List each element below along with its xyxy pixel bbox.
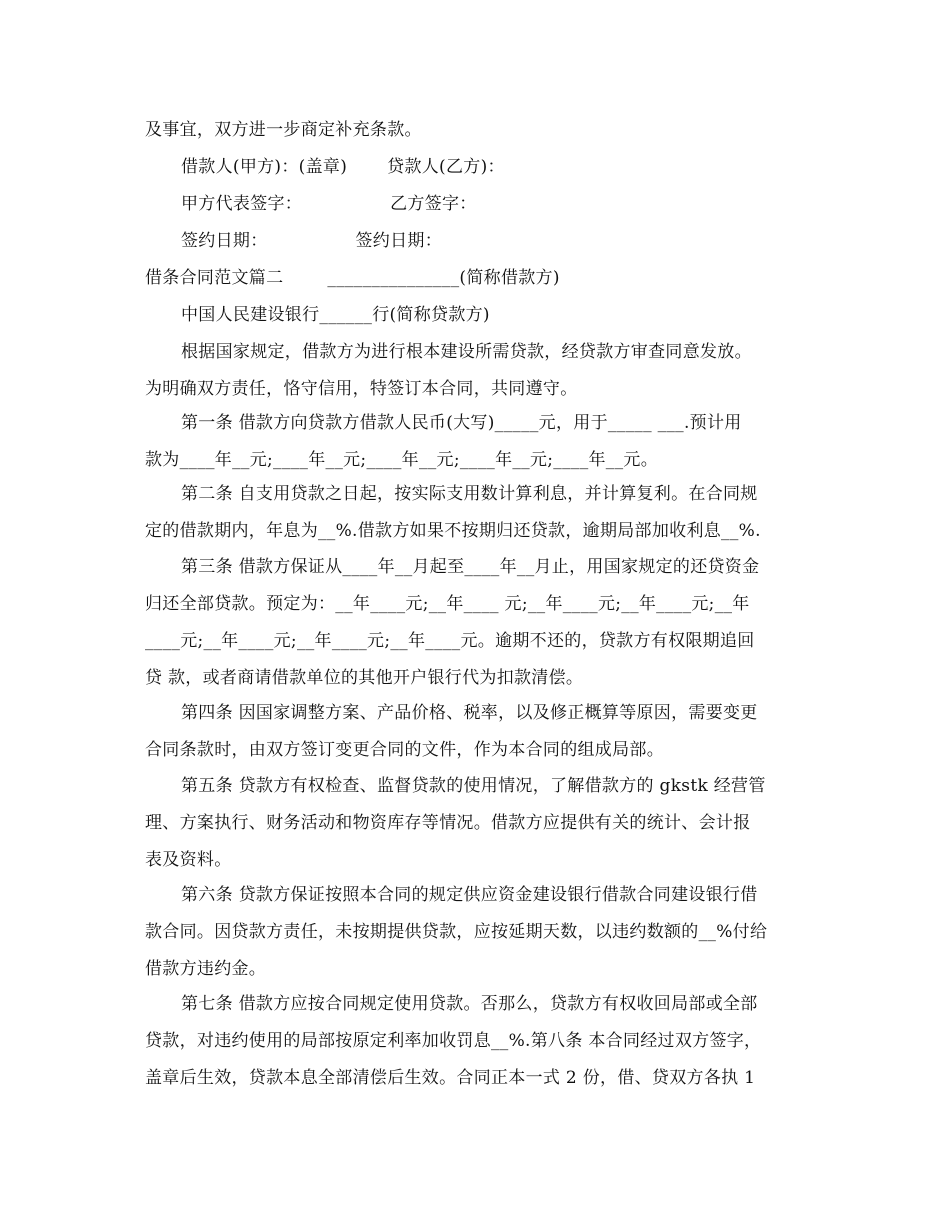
section-heading-line xyxy=(145,266,815,290)
signature-line xyxy=(181,192,851,216)
borrower-label: 借款人(甲方)：(盖章) xyxy=(181,157,348,177)
text-line: 及事宜，双方进一步商定补充条款。 xyxy=(145,120,422,140)
text-line: 第四条 因国家调整方案、产品价格、税率，以及修正概算等原因，需要变更 xyxy=(181,703,758,723)
text-line: 理、方案执行、财务活动和物资库存等情况。借款方应提供有关的统计、会计报 xyxy=(145,813,751,833)
text-line: 第二条 自支用贷款之日起，按实际支用数计算利息，并计算复利。在合同规 xyxy=(181,484,758,504)
section-title: 借条合同范文篇二 xyxy=(145,268,284,288)
text-line: 第一条 借款方向贷款方借款人民币(大写)_____元，用于_____ ___.预计用 xyxy=(181,413,742,433)
text-line: 贷款，对违约使用的局部按原定利率加收罚息__%.第八条 本合同经过双方签字， xyxy=(145,1031,762,1051)
borrower-blank: _______________(简称借款方) xyxy=(327,268,560,288)
text-line: 表及资料。 xyxy=(145,850,232,870)
party-a-signature-label: 甲方代表签字： xyxy=(181,194,303,214)
signing-date-label: 签约日期： xyxy=(181,231,268,251)
text-line: 第七条 借款方应按合同规定使用贷款。否那么，贷款方有权收回局部或全部 xyxy=(181,994,758,1014)
lender-label: 贷款人(乙方)： xyxy=(387,157,505,177)
signing-date-label: 签约日期： xyxy=(355,231,442,251)
text-line: ____元;__年____元;__年____元;__年____元。逾期不还的，贷款方有权限期追回 xyxy=(145,631,755,651)
text-line: 根据国家规定，借款方为进行根本建设所需贷款，经贷款方审查同意发放。 xyxy=(181,342,752,362)
text-line: 定的借款期内，年息为__%.借款方如果不按期归还贷款，逾期局部加收利息__%. xyxy=(145,521,761,541)
text-line: 款合同。因贷款方责任，未按期提供贷款，应按延期天数，以违约数额的__%付给 xyxy=(145,922,768,942)
text-line: 盖章后生效，贷款本息全部清偿后生效。合同正本一式 2 份，借、贷双方各执 1 xyxy=(145,1068,756,1088)
signature-line xyxy=(181,229,851,253)
text-line: 第三条 借款方保证从____年__月起至____年__月止，用国家规定的还贷资金 xyxy=(181,557,760,577)
text-line: 为明确双方责任，恪守信用，特签订本合同，共同遵守。 xyxy=(145,379,578,399)
text-line: 第五条 贷款方有权检查、监督贷款的使用情况，了解借款方的 gkstk 经营管 xyxy=(181,776,766,796)
text-line: 合同条款时，由双方签订变更合同的文件，作为本合同的组成局部。 xyxy=(145,740,664,760)
party-b-signature-label: 乙方签字： xyxy=(390,194,477,214)
text-line: 款为____年__元;____年__元;____年__元;____年__元;____年__元。 xyxy=(145,450,659,470)
text-line: 第六条 贷款方保证按照本合同的规定供应资金建设银行借款合同建设银行借 xyxy=(181,885,758,905)
signature-line xyxy=(181,155,851,179)
text-line: 贷 款，或者商请借款单位的其他开户银行代为扣款清偿。 xyxy=(145,668,584,688)
text-line: 归还全部贷款。预定为：__年____元;__年____ 元;__年____元;__年____元;__年 xyxy=(145,594,750,614)
text-line: 中国人民建设银行______行(简称贷款方) xyxy=(181,305,490,325)
text-line: 借款方违约金。 xyxy=(145,959,267,979)
